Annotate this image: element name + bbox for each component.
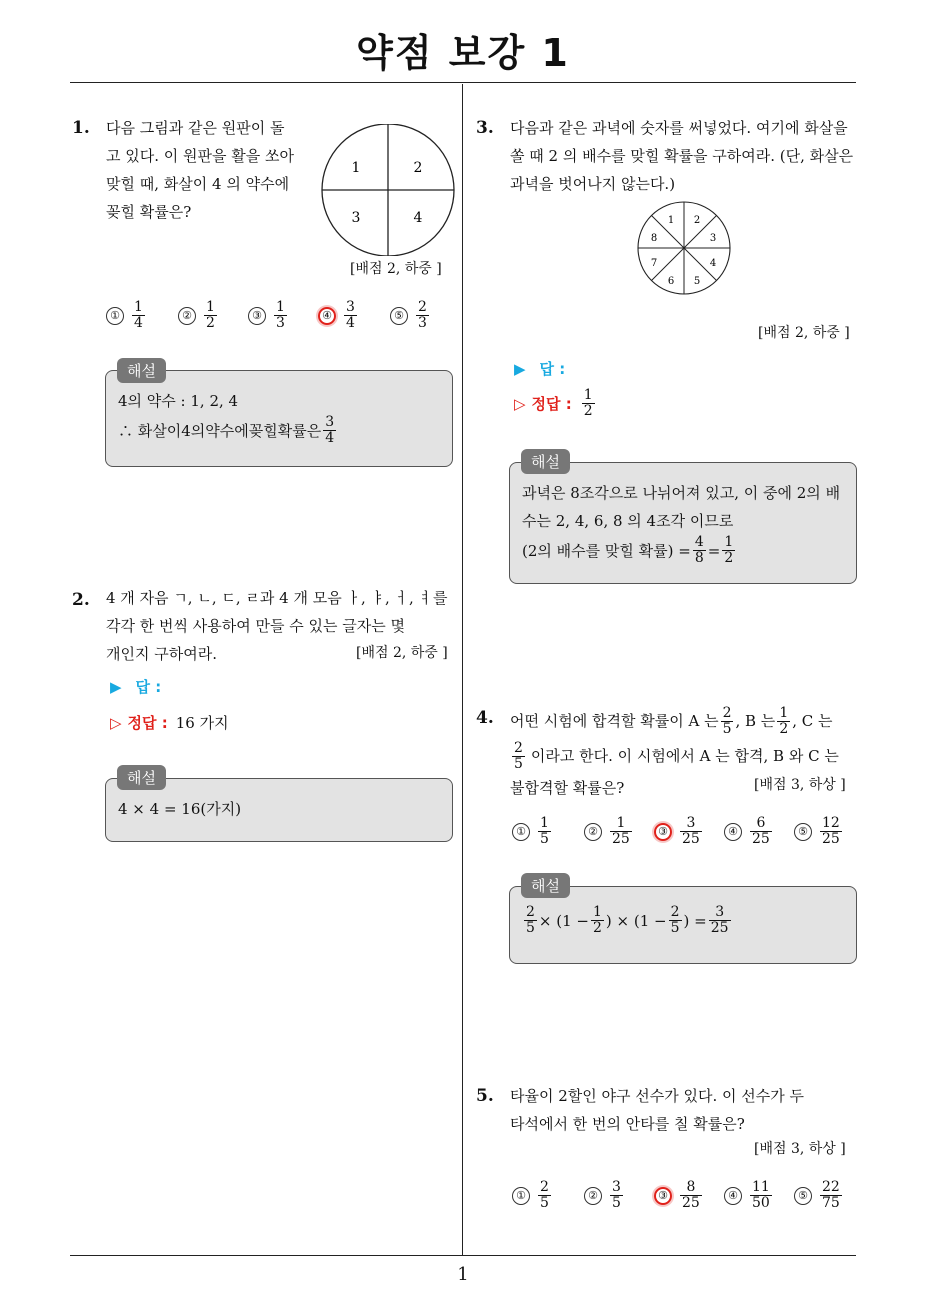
- fraction: [750, 816, 772, 847]
- denominator: 2: [593, 920, 602, 936]
- question-line: 꽂힐 확률은?: [106, 203, 192, 221]
- question-line: 4 개 자음 ㄱ, ㄴ, ㄷ, ㄹ과 4 개 모음 ㅏ, ㅑ, ㅓ, ㅕ를: [106, 589, 448, 607]
- target-label: 6: [667, 276, 675, 287]
- denominator: 25: [682, 1195, 700, 1211]
- question-number: 5.: [476, 1086, 494, 1106]
- choice-5[interactable]: [794, 816, 844, 847]
- target-label: 1: [667, 215, 675, 226]
- choice-marker-selected: ③: [654, 1187, 672, 1205]
- answer-choices: [512, 816, 858, 856]
- question-line: 개인지 구하여라.: [106, 645, 217, 663]
- correct-value: 16 가지: [175, 714, 229, 732]
- question-text: [106, 114, 306, 226]
- choice-1[interactable]: [106, 300, 147, 331]
- explanation-tag: 해설: [117, 765, 166, 790]
- explanation-line: 수는 2, 4, 6, 8 의 4조각 이므로: [522, 512, 734, 530]
- fraction: [524, 905, 537, 936]
- fraction: [721, 706, 734, 737]
- choice-marker: ②: [584, 1187, 602, 1205]
- explanation-text: ) =: [683, 911, 707, 930]
- numerator: 1: [206, 299, 215, 315]
- denominator: 4: [134, 315, 143, 331]
- choice-5[interactable]: [794, 1180, 844, 1211]
- numerator: 4: [694, 534, 704, 550]
- denominator: 5: [526, 920, 535, 936]
- numerator: 3: [686, 815, 696, 831]
- numerator: 3: [325, 414, 335, 430]
- choice-4[interactable]: [318, 300, 359, 331]
- denominator: 25: [822, 831, 840, 847]
- question-line: 타율이 2할인 야구 선수가 있다. 이 선수가 두: [510, 1087, 805, 1105]
- question-number: 1.: [72, 118, 90, 138]
- denominator: 75: [822, 1195, 840, 1211]
- explanation-body: 4 × 4 = 16(가지): [118, 800, 242, 818]
- disc-label: 4: [413, 210, 423, 226]
- explanation-text: × (1 −: [538, 911, 589, 930]
- fraction: [538, 816, 551, 847]
- choice-3[interactable]: [654, 1180, 704, 1211]
- choice-4[interactable]: [724, 1180, 774, 1211]
- denominator: 3: [276, 315, 285, 331]
- fraction: [591, 905, 604, 936]
- denominator: 3: [418, 315, 427, 331]
- question-line: 과녁을 벗어나지 않는다.): [510, 175, 676, 193]
- column-divider: [462, 84, 463, 1256]
- fraction: [204, 300, 217, 331]
- question-text: [510, 114, 856, 198]
- fraction: [416, 300, 429, 331]
- question-number: 3.: [476, 118, 494, 138]
- denominator: 25: [612, 831, 630, 847]
- correct-answer-row: [514, 388, 597, 419]
- numerator: 3: [346, 299, 355, 315]
- correct-marker-icon: ▷: [110, 713, 122, 732]
- target-figure: [636, 200, 732, 296]
- question-text-part: , C 는: [792, 712, 833, 730]
- denominator: 5: [540, 1195, 549, 1211]
- numerator: 1: [583, 387, 593, 403]
- denominator: 2: [779, 720, 789, 737]
- disc-label: 3: [351, 210, 361, 226]
- explanation-text: ) × (1 −: [605, 911, 667, 930]
- question-text-part: , B 는: [735, 712, 776, 730]
- explanation-text: =: [707, 541, 721, 560]
- fraction: [323, 415, 336, 446]
- choice-marker: ⑤: [794, 823, 812, 841]
- question-line: 고 있다. 이 원판을 활을 쏘아: [106, 147, 294, 165]
- answer-marker-icon: ▶: [514, 359, 526, 378]
- numerator: 22: [822, 1179, 840, 1195]
- denominator: 8: [694, 550, 704, 566]
- score-label: [배점 3, 하상 ]: [754, 1141, 846, 1157]
- denominator: 50: [752, 1195, 770, 1211]
- disc-label: 1: [351, 160, 361, 176]
- numerator: 2: [540, 1179, 549, 1195]
- explanation-body: [118, 387, 338, 446]
- footer-divider: [70, 1255, 856, 1256]
- question-text: [510, 1082, 856, 1138]
- choice-marker: ①: [106, 307, 124, 325]
- score-label: [배점 2, 하중 ]: [356, 645, 448, 661]
- denominator: 2: [724, 550, 734, 566]
- numerator: 2: [418, 299, 427, 315]
- answer-row: [110, 676, 161, 697]
- numerator: 12: [822, 815, 840, 831]
- answer-marker-icon: ▶: [110, 677, 122, 696]
- numerator: 2: [526, 904, 535, 920]
- header-divider: [70, 82, 856, 83]
- correct-marker-icon: ▷: [514, 394, 526, 413]
- question-line: 다음과 같은 과녁에 숫자를 써넣었다. 여기에 화살을: [510, 119, 848, 137]
- fraction: [610, 816, 632, 847]
- target-label: 3: [709, 233, 717, 244]
- numerator: 2: [722, 704, 732, 721]
- denominator: 5: [722, 720, 732, 737]
- numerator: 1: [134, 299, 143, 315]
- question-text-part: 이라고 한다. 이 시험에서 A 는 합격, B 와 C 는: [530, 747, 839, 765]
- denominator: 5: [670, 920, 680, 936]
- fraction: [610, 1180, 623, 1211]
- explanation-text: ∴ 화살이4의약수에꽂힐확률은: [118, 421, 322, 440]
- numerator: 3: [715, 904, 725, 920]
- choice-1[interactable]: [512, 816, 553, 847]
- denominator: 25: [752, 831, 770, 847]
- spinner-disc-figure: [318, 124, 460, 256]
- numerator: 11: [752, 1179, 770, 1195]
- fraction: [722, 535, 735, 566]
- choice-marker: ④: [724, 823, 742, 841]
- fraction: [669, 905, 682, 936]
- choice-marker: ⑤: [390, 307, 408, 325]
- numerator: 1: [276, 299, 285, 315]
- fraction: [274, 300, 287, 331]
- numerator: 1: [540, 815, 549, 831]
- numerator: 1: [779, 704, 789, 721]
- disc-label: 2: [413, 160, 423, 176]
- answer-choices: [512, 1180, 858, 1220]
- choice-marker: ②: [584, 823, 602, 841]
- choice-5[interactable]: [390, 300, 431, 331]
- numerator: 2: [514, 739, 523, 756]
- answer-label: 답 :: [539, 360, 566, 378]
- explanation-tag: 해설: [521, 873, 570, 898]
- question-line: 쏠 때 2 의 배수를 맞힐 확률을 구하여라. (단, 화살은: [510, 147, 854, 165]
- explanation-tag: 해설: [117, 358, 166, 383]
- fraction: [344, 300, 357, 331]
- choice-2[interactable]: [584, 816, 634, 847]
- explanation-body: [522, 479, 840, 566]
- score-label: [배점 2, 하중 ]: [758, 325, 850, 341]
- choice-3[interactable]: [248, 300, 289, 331]
- question-line: 맞힐 때, 화살이 4 의 약수에: [106, 175, 290, 193]
- denominator: 2: [583, 403, 593, 419]
- target-label: 8: [650, 233, 658, 244]
- explanation-box: [105, 370, 453, 467]
- target-label: 4: [709, 258, 717, 269]
- denominator: 5: [540, 831, 549, 847]
- explanation-box: [509, 462, 857, 584]
- fraction: [680, 1180, 702, 1211]
- explanation-line: [118, 415, 338, 446]
- page-number: 1: [457, 1264, 469, 1285]
- question-number: 4.: [476, 708, 494, 728]
- target-label: 7: [650, 258, 658, 269]
- choice-4[interactable]: [724, 816, 774, 847]
- denominator: 25: [682, 831, 700, 847]
- target-label: 5: [693, 276, 701, 287]
- choice-marker: ⑤: [794, 1187, 812, 1205]
- denominator: 4: [325, 430, 335, 446]
- fraction: [750, 1180, 772, 1211]
- numerator: 1: [724, 534, 734, 550]
- question-text-part: 어떤 시험에 합격할 확률이 A 는: [510, 712, 719, 730]
- answer-label: 답 :: [135, 678, 162, 696]
- fraction: [680, 816, 702, 847]
- denominator: 25: [710, 920, 729, 936]
- fraction: [693, 535, 706, 566]
- question-line: 각각 한 번씩 사용하여 만들 수 있는 글자는 몇: [106, 617, 405, 635]
- choice-marker-selected: ③: [654, 823, 672, 841]
- fraction: [512, 741, 525, 772]
- denominator: 5: [514, 755, 523, 772]
- denominator: 5: [612, 1195, 621, 1211]
- fraction: [132, 300, 145, 331]
- fraction: [820, 1180, 842, 1211]
- explanation-tag: 해설: [521, 449, 570, 474]
- question-line: [510, 704, 856, 738]
- denominator: 4: [346, 315, 355, 331]
- question-line: 불합격할 확률은?: [510, 779, 625, 797]
- numerator: 2: [670, 904, 680, 920]
- question-line: 다음 그림과 같은 원판이 돌: [106, 119, 285, 137]
- correct-label: 정답 :: [127, 714, 168, 732]
- score-label: [배점 3, 하상 ]: [754, 777, 846, 793]
- explanation-body: [522, 905, 733, 936]
- question-number: 2.: [72, 590, 90, 610]
- choice-marker: ③: [248, 307, 266, 325]
- page-title: 약점 보강 1: [356, 31, 570, 75]
- correct-answer-row: [110, 712, 229, 733]
- target-label: 2: [693, 215, 701, 226]
- answer-row: [514, 358, 565, 379]
- denominator: 2: [206, 315, 215, 331]
- choice-marker: ①: [512, 1187, 530, 1205]
- choice-3[interactable]: [654, 816, 704, 847]
- choice-marker-selected: ④: [318, 307, 336, 325]
- fraction: [709, 905, 731, 936]
- correct-label: 정답 :: [531, 395, 572, 413]
- explanation-line: [522, 535, 840, 566]
- numerator: 1: [593, 904, 602, 920]
- choice-2[interactable]: [584, 1180, 625, 1211]
- choice-1[interactable]: [512, 1180, 553, 1211]
- choice-marker: ②: [178, 307, 196, 325]
- fraction: [538, 1180, 551, 1211]
- score-label: [배점 2, 하중 ]: [350, 261, 442, 277]
- numerator: 6: [756, 815, 766, 831]
- fraction: [777, 706, 790, 737]
- numerator: 3: [612, 1179, 621, 1195]
- fraction: [820, 816, 842, 847]
- answer-choices: [106, 300, 456, 340]
- explanation-line: 과녁은 8조각으로 나뉘어져 있고, 이 중에 2의 배: [522, 484, 841, 502]
- numerator: 8: [686, 1179, 696, 1195]
- fraction: [582, 388, 595, 419]
- question-line: 타석에서 한 번의 안타를 칠 확률은?: [510, 1115, 745, 1133]
- choice-marker: ①: [512, 823, 530, 841]
- explanation-line: 4의 약수 : 1, 2, 4: [118, 392, 239, 410]
- explanation-text: (2의 배수를 맞힐 확률) =: [522, 541, 691, 560]
- numerator: 1: [616, 815, 626, 831]
- choice-2[interactable]: [178, 300, 219, 331]
- question-line: [510, 738, 856, 774]
- choice-marker: ④: [724, 1187, 742, 1205]
